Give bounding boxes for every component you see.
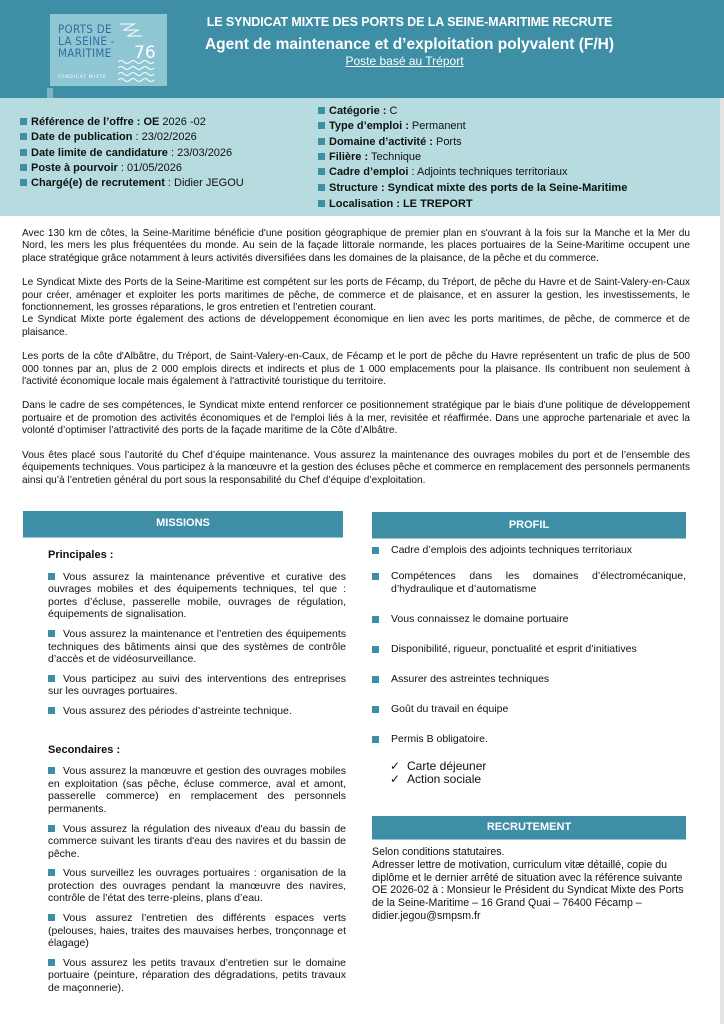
intro-paragraph: Le Syndicat Mixte porte également des actions de développement économique en lien avec les ports maritimes, de pêche, de commerce et de plaisance. bbox=[22, 314, 690, 338]
info-row bbox=[318, 119, 627, 134]
info-value: Permanent bbox=[408, 120, 466, 133]
scrollbar[interactable] bbox=[720, 98, 724, 1024]
info-label: Date de publication bbox=[31, 131, 133, 144]
info-value: : Adjoints techniques territoriaux bbox=[408, 166, 568, 179]
square-bullet-icon bbox=[318, 138, 325, 145]
recrutement-text bbox=[372, 846, 692, 923]
supertitle: LE SYNDICAT MIXTE DES PORTS DE LA SEINE-MARITIME RECRUTE bbox=[206, 15, 613, 29]
square-bullet-icon bbox=[20, 133, 27, 140]
info-row bbox=[318, 150, 627, 165]
info-left bbox=[20, 115, 244, 191]
mission-item bbox=[48, 765, 346, 815]
info-row bbox=[20, 146, 244, 161]
mission-text: Vous assurez les petits travaux d’entretien sur le domaine portuaire (peinture, réparation des dégradations, petits travaux de maçonnerie). bbox=[48, 956, 346, 995]
missions-list bbox=[48, 549, 346, 1002]
recrutement-conditions: Selon conditions statutaires. bbox=[372, 846, 505, 858]
mission-text: Vous assurez la manœuvre et gestion des ouvrages mobiles en exploitation (sas pêche, écluse commerce, aval et amont, passerelle commerce) en remplacement des personnels permanents. bbox=[48, 765, 346, 815]
square-bullet-icon bbox=[318, 168, 325, 175]
info-label: Filière : bbox=[329, 150, 369, 163]
square-bullet-icon bbox=[48, 630, 55, 637]
missions-secondary-title: Secondaires : bbox=[48, 743, 121, 756]
square-bullet-icon bbox=[48, 675, 55, 682]
info-label: Domaine d’activité : bbox=[329, 135, 433, 148]
intro-paragraph: Le Syndicat Mixte des Ports de la Seine-Maritime est compétent sur les ports de Fécamp, du Tréport, de pêche du Havre et de Saint-Valery-en-Caux pour créer, aménager et exploiter les ports maritimes de pêche, de commerce et de plaisance, et en assurer la gestion, les investissements, le fonctionnement, les grosses réparations, le gros entretien et l’entretien courant. bbox=[22, 277, 690, 314]
logo-tagline: SYNDICAT MIXTE bbox=[58, 75, 107, 80]
info-row bbox=[20, 161, 244, 176]
profil-text: Disponibilité, rigueur, ponctualité et esprit d’initiatives bbox=[391, 643, 637, 655]
intro-text bbox=[22, 228, 690, 499]
info-value: Ports bbox=[432, 135, 462, 148]
recrutement-header: RECRUTEMENT bbox=[372, 816, 686, 840]
square-bullet-icon bbox=[318, 200, 325, 207]
missions-header: MISSIONS bbox=[23, 511, 343, 538]
square-bullet-icon bbox=[48, 767, 55, 774]
benefits-list bbox=[390, 760, 486, 786]
square-bullet-icon bbox=[48, 914, 55, 921]
mission-text: Vous surveillez les ouvrages portuaires : organisation de la protection des ouvrages pendant la manœuvre des navires, contrôle de l’état des terre-pleins, plans d’eau. bbox=[48, 867, 346, 905]
location-link[interactable]: Poste basé au Tréport bbox=[345, 54, 464, 68]
info-row bbox=[318, 197, 627, 212]
intro-paragraph: Les ports de la côte d'Albâtre, du Tréport, de Saint-Valery-en-Caux, de Fécamp et le port de pêche du Havre représentent un trafic de plus de 500 000 tonnes par an, plus de 2 000 emplois directs et indirects et plus de 1 000 emplacements pour la plaisance. Ils contribuent non seulement à l'activité économique locale mais également à l'attractivité touristique du territoire. bbox=[22, 351, 690, 388]
mission-text: Vous assurez la régulation des niveaux d'eau du bassin de commerce suivant les tirants d'eau des navires et du bassin de pêche. bbox=[48, 822, 346, 860]
benefit-text: Carte déjeuner bbox=[407, 759, 487, 773]
square-bullet-icon bbox=[20, 164, 27, 171]
profil-text: Assurer des astreintes techniques bbox=[391, 673, 550, 685]
mission-item bbox=[48, 912, 346, 950]
info-row bbox=[20, 115, 244, 130]
profil-item bbox=[372, 544, 686, 557]
square-bullet-icon bbox=[20, 149, 27, 156]
intro-paragraph: Avec 130 km de côtes, la Seine-Maritime bénéficie d'une position géographique de premier plan en s'ouvrant à la fois sur la Manche et la Mer du Nord, les mers les plus fréquentées du monde. Au sein de la façade littorale normande, les places portuaires de la Seine-Maritime occupent une place stratégique grâce notamment à leurs activités diversifiées dans les domaines de la plaisance, de la pêche et du commerce. bbox=[22, 228, 690, 264]
mission-text: Vous assurez des périodes d’astreinte technique. bbox=[63, 704, 292, 717]
logo-number: 76 bbox=[134, 43, 156, 63]
profil-text: Goût du travail en équipe bbox=[391, 703, 509, 715]
benefit-item bbox=[390, 773, 486, 786]
info-label: Structure : Syndicat mixte des ports de la Seine-Maritime bbox=[329, 182, 628, 195]
square-bullet-icon bbox=[372, 706, 379, 713]
profil-list bbox=[372, 544, 686, 746]
mission-item bbox=[48, 867, 346, 905]
profil-item bbox=[372, 733, 686, 746]
square-bullet-icon bbox=[48, 869, 55, 876]
info-right bbox=[318, 104, 627, 212]
mission-item bbox=[48, 571, 346, 621]
logo-line1: PORTS DE bbox=[58, 22, 112, 36]
info-label: Référence de l’offre : OE bbox=[31, 116, 160, 128]
profil-item bbox=[372, 673, 686, 686]
header-banner bbox=[0, 0, 724, 98]
square-bullet-icon bbox=[372, 573, 379, 580]
info-label: Poste à pourvoir bbox=[31, 161, 118, 174]
missions-principal-title: Principales : bbox=[48, 549, 114, 561]
mission-item bbox=[48, 957, 346, 995]
info-value: : 23/02/2026 bbox=[132, 131, 197, 144]
job-location bbox=[0, 54, 724, 68]
mission-text: Vous assurez la maintenance préventive et curative des ouvrages mobiles et des équipements techniques, tel que : portes d’écluse, passerelle mobile, ouvrages de régulation, équipements de signalisation. bbox=[48, 570, 346, 621]
square-bullet-icon bbox=[318, 122, 325, 129]
mission-item bbox=[48, 823, 346, 861]
intro-paragraph: Vous êtes placé sous l’autorité du Chef d’équipe maintenance. Vous assurez la maintenance des ouvrages mobiles du port et de l’ensemble des équipements techniques. Vous participez à la manœuvre et la gestion des écluses pêche et commerce en remplacement des personnels permanents ainsi qu’à l’entretien général du port sous la responsabilité du Chef d’équipe d’exploitation. bbox=[22, 449, 690, 486]
profil-text: Vous connaissez le domaine portuaire bbox=[391, 613, 569, 625]
info-label: Localisation : LE TREPORT bbox=[329, 197, 473, 210]
info-label: Catégorie : bbox=[329, 105, 387, 117]
info-label: Date limite de candidature bbox=[31, 146, 168, 159]
info-value: Technique bbox=[368, 150, 422, 163]
info-label: Cadre d’emploi bbox=[329, 166, 409, 179]
square-bullet-icon bbox=[372, 616, 379, 623]
info-row bbox=[20, 176, 244, 191]
info-label: Chargé(e) de recrutement bbox=[31, 177, 165, 190]
check-icon: ✓ bbox=[390, 759, 401, 773]
info-value: : Didier JEGOU bbox=[164, 177, 244, 190]
check-icon: ✓ bbox=[390, 772, 401, 786]
square-bullet-icon bbox=[318, 153, 325, 160]
mission-item bbox=[48, 628, 346, 666]
recrutement-instructions: Adresser lettre de motivation, curriculum vitæ détaillé, copie du diplôme et le dernier arrêté de situation avec la référence suivante OE 2026-02 à : Monsieur le Président du Syndicat Mixte des Ports de la Seine-Maritime – 16 Grand Quai – 76400 Fécamp – didier.jegou@smpsm.fr bbox=[372, 858, 684, 922]
info-value: : 01/05/2026 bbox=[117, 161, 183, 174]
mission-text: Vous participez au suivi des interventions des entreprises sur les ouvrages portuaires. bbox=[48, 672, 346, 698]
square-bullet-icon bbox=[318, 107, 325, 114]
square-bullet-icon bbox=[372, 676, 379, 683]
profil-text: Compétences dans les domaines d’électromécanique, d’hydraulique et d’automatisme bbox=[391, 570, 686, 595]
info-row bbox=[318, 104, 627, 119]
profil-text: Cadre d’emplois des adjoints techniques territoriaux bbox=[391, 544, 633, 556]
profil-header: PROFIL bbox=[372, 512, 686, 539]
square-bullet-icon bbox=[20, 179, 27, 186]
profil-item bbox=[372, 703, 686, 716]
info-panel bbox=[0, 98, 724, 216]
mission-item bbox=[48, 673, 346, 698]
info-row bbox=[318, 135, 627, 150]
square-bullet-icon bbox=[48, 959, 55, 966]
info-value: 2026 -02 bbox=[159, 116, 206, 128]
square-bullet-icon bbox=[48, 573, 55, 580]
square-bullet-icon bbox=[48, 707, 55, 714]
info-row bbox=[318, 181, 627, 196]
square-bullet-icon bbox=[372, 646, 379, 653]
profil-item bbox=[372, 613, 686, 626]
mission-item bbox=[48, 705, 346, 718]
mission-text: Vous assurez l’entretien des différents espaces verts (pelouses, haies, traites des mauvaises herbes, tronçonnage et élagage) bbox=[48, 912, 346, 950]
square-bullet-icon bbox=[318, 184, 325, 191]
logo-line3: MARITIME bbox=[58, 46, 112, 60]
info-row bbox=[20, 130, 244, 145]
info-value: : 23/03/2026 bbox=[167, 146, 233, 159]
info-value: C bbox=[386, 105, 398, 117]
mission-text: Vous assurez la maintenance et l’entretien des équipements techniques des bâtiments ainsi que des systèmes de contrôle d’accès et de vidéosurveillance. bbox=[48, 627, 346, 666]
info-row bbox=[318, 165, 627, 180]
profil-item bbox=[372, 643, 686, 656]
info-label: Type d’emploi : bbox=[329, 120, 409, 133]
intro-paragraph: Dans le cadre de ses compétences, le Syndicat mixte entend renforcer ce positionnement stratégique par le biais d'une politique de développement portuaire et de promotion des activités économiques et de l'emploi liés à la mer, revisitée et réaffirmée. Dans une approche partenariale et avec la volonté d’optimiser l’attractivité des ports de la façade maritime de la Côte d’Albâtre. bbox=[22, 400, 690, 437]
square-bullet-icon bbox=[372, 736, 379, 743]
square-bullet-icon bbox=[372, 547, 379, 554]
logo-line2: LA SEINE - bbox=[58, 34, 115, 48]
job-title: Agent de maintenance et d’exploitation polyvalent (F/H) bbox=[204, 36, 615, 53]
profil-text: Permis B obligatoire. bbox=[391, 733, 488, 745]
profil-item bbox=[372, 570, 686, 596]
benefit-text: Action sociale bbox=[407, 772, 482, 786]
square-bullet-icon bbox=[20, 118, 27, 125]
square-bullet-icon bbox=[48, 825, 55, 832]
